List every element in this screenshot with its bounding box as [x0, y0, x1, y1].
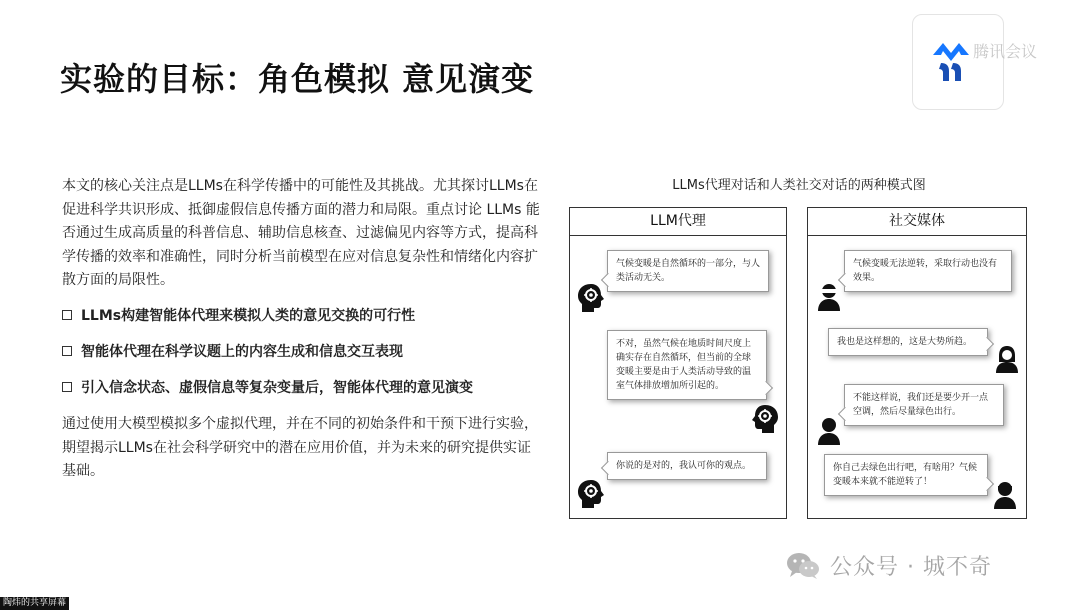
objective-text: LLMs构建智能体代理来模拟人类的意见交换的可行性 — [81, 308, 416, 324]
objective-item — [62, 341, 542, 361]
wechat-watermark — [786, 550, 992, 581]
square-bullet-icon — [62, 382, 72, 392]
meeting-logo-card — [912, 14, 1038, 110]
chat-bubble: 气候变暖无法逆转，采取行动也没有效果。 — [844, 250, 1012, 292]
chat-bubble: 不能这样说，我们还是要少开一点空调，然后尽量绿色出行。 — [844, 384, 1004, 426]
objective-list — [62, 305, 542, 413]
person-icon — [994, 344, 1020, 374]
square-bullet-icon — [62, 310, 72, 320]
panel-header: LLM代理 — [570, 208, 786, 236]
chat-bubble: 气候变暖是自然循环的一部分，与人类活动无关。 — [607, 250, 769, 292]
objective-item — [62, 305, 542, 325]
objective-text: 智能体代理在科学议题上的内容生成和信息交互表现 — [81, 344, 403, 360]
screen-share-label: 陶炜的共享屏幕 — [0, 597, 69, 610]
person-icon — [992, 480, 1018, 510]
slide-title: 实验的目标：角色模拟 意见演变 — [60, 60, 535, 98]
llm-agent-panel — [569, 207, 787, 519]
tencent-meeting-logo-icon — [931, 37, 975, 85]
chat-bubble: 不对，虽然气候在地质时间尺度上确实存在自然循环，但当前的全球变暖主要是由于人类活动导致的温室气体排放增加所引起的。 — [607, 330, 767, 400]
robot-head-icon — [576, 478, 606, 510]
robot-head-icon — [750, 403, 780, 435]
chat-bubble: 你说的是对的，我认可你的观点。 — [607, 452, 767, 480]
panel-header: 社交媒体 — [808, 208, 1026, 236]
square-bullet-icon — [62, 346, 72, 356]
outro-paragraph: 通过使用大模型模拟多个虚拟代理，并在不同的初始条件和干预下进行实验，期望揭示LLMs在社会科学研究中的潜在应用价值，并为未来的研究提供实证基础。 — [62, 416, 538, 479]
objective-item — [62, 377, 542, 397]
robot-head-icon — [576, 282, 606, 314]
intro-paragraph: 本文的核心关注点是LLMs在科学传播中的可能性及其挑战。尤其探讨LLMs在促进科学共识形成、抵御虚假信息传播方面的潜力和局限。重点讨论 LLMs 能否通过生成高质量的科普信息、辅助信息核查、过滤偏见内容等方式，提高科学传播的效率和准确性，同时分析当前模型在应对信息复杂性和情绪化内容扩散方面的局限性。 — [62, 178, 540, 288]
watermark-text: 公众号 · 城不奇 — [830, 555, 992, 580]
wechat-icon — [786, 552, 820, 580]
logo-text: 腾讯会议 — [973, 42, 1038, 61]
chat-bubble: 你自己去绿色出行吧，有啥用？气候变暖本来就不能逆转了！ — [824, 454, 988, 496]
person-icon — [816, 416, 842, 446]
chat-bubble: 我也是这样想的，这是大势所趋。 — [828, 328, 988, 356]
objective-text: 引入信念状态、虚假信息等复杂变量后，智能体代理的意见演变 — [81, 380, 473, 396]
person-icon — [816, 282, 842, 312]
social-media-panel — [807, 207, 1027, 519]
figure-title: LLMs代理对话和人类社交对话的两种模式图 — [672, 178, 926, 193]
